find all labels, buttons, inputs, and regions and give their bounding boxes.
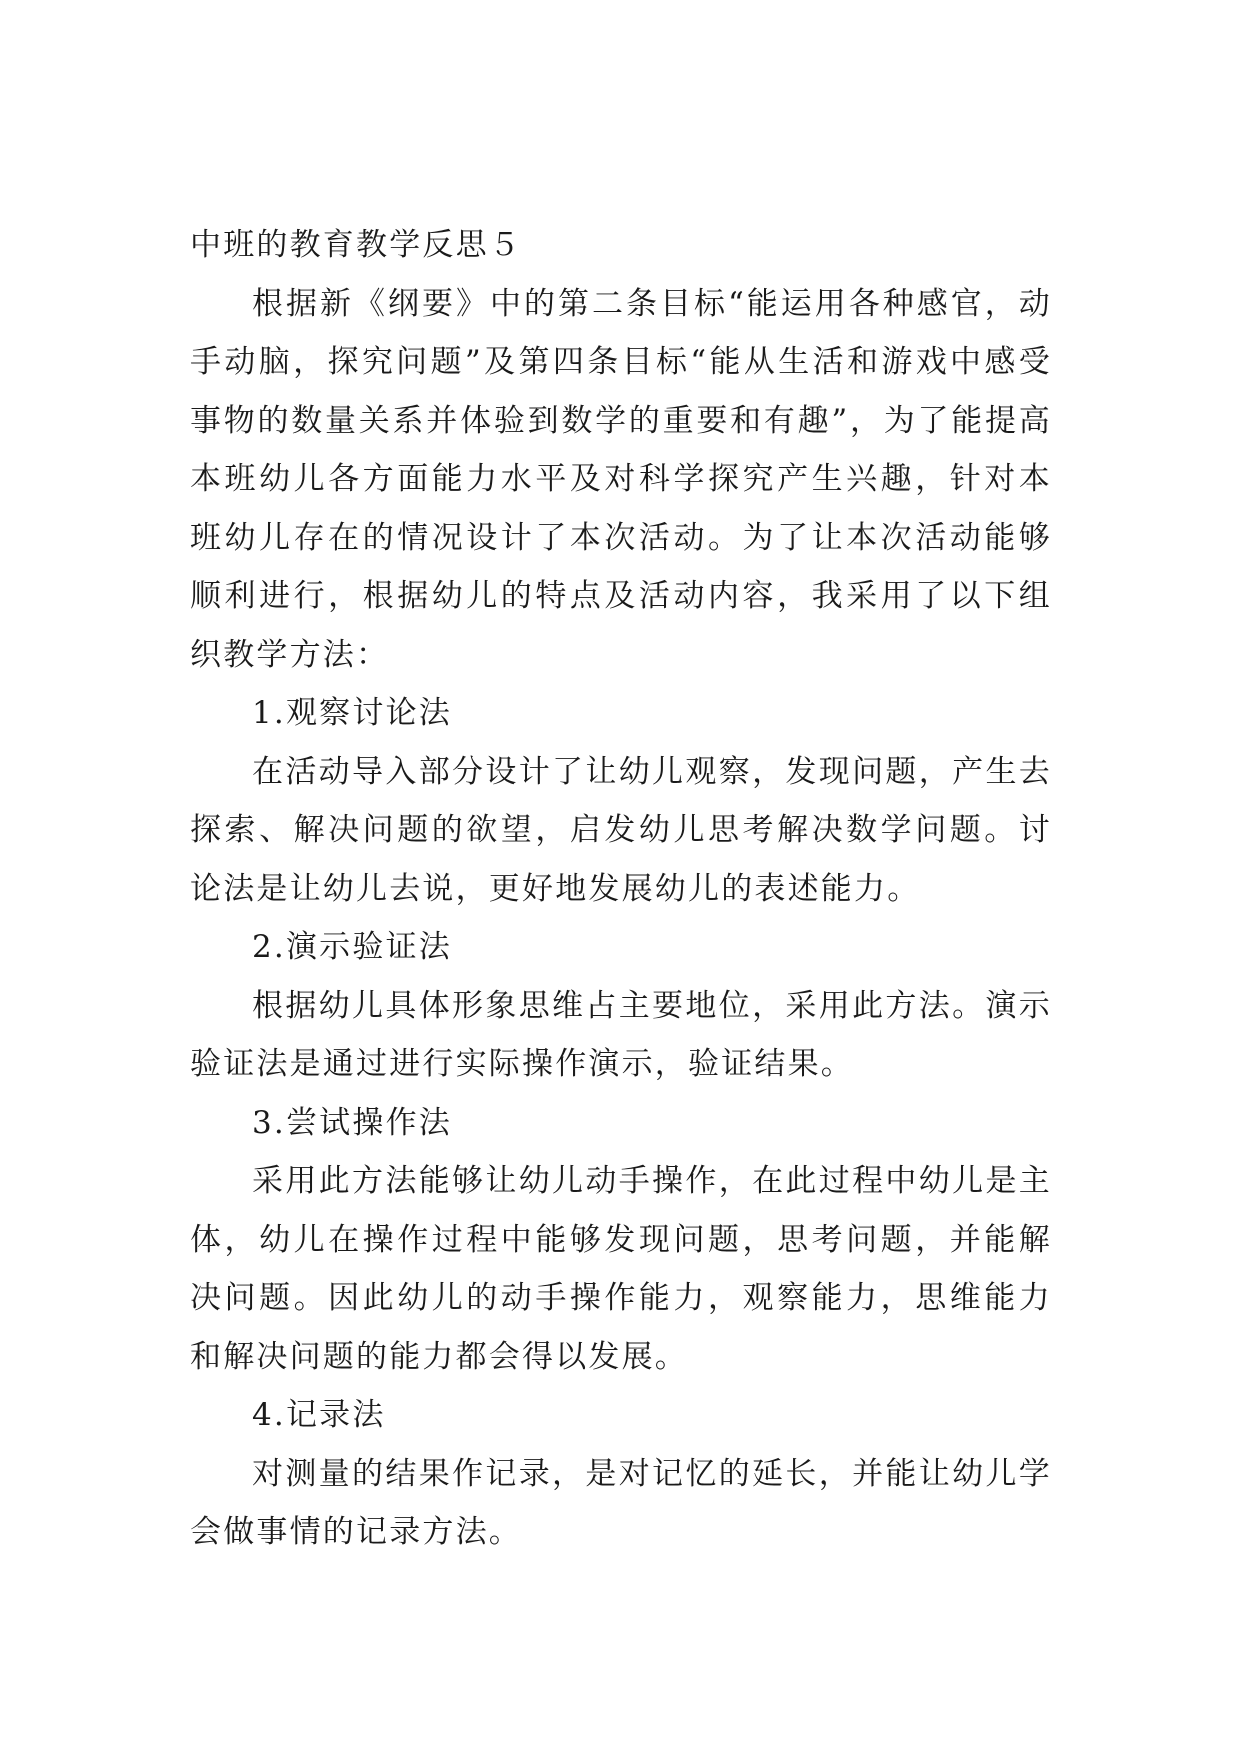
method-body-trial-operation: 采用此方法能够让幼儿动手操作，在此过程中幼儿是主体，幼儿在操作过程中能够发现问题，思考问题，并能解决问题。因此幼儿的动手操作能力，观察能力，思维能力和解决问题的能力都会得以发展。 <box>190 1163 1052 1375</box>
method-heading-trial-operation: 3.尝试操作法 <box>252 1104 452 1141</box>
document-body <box>190 216 1052 1562</box>
method-heading-observation-discussion: 1.观察讨论法 <box>252 695 452 731</box>
intro-paragraph: 根据新《纲要》中的第二条目标“能运用各种感官，动手动脑，探究问题”及第四条目标“能从生活和游戏中感受事物的数量关系并体验到数学的重要和有趣”，为了能提高本班幼儿各方面能力水平及对科学探究产生兴趣，针对本班幼儿存在的情况设计了本次活动。为了让本次活动能够顺利进行，根据幼儿的特点及活动内容，我采用了以下组织教学方法： <box>190 285 1052 673</box>
method-body-recording: 对测量的结果作记录，是对记忆的延长，并能让幼儿学会做事情的记录方法。 <box>190 1455 1052 1550</box>
method-body-demonstration-verification: 根据幼儿具体形象思维占主要地位，采用此方法。演示验证法是通过进行实际操作演示，验证结果。 <box>190 987 1052 1082</box>
method-body-observation-discussion: 在活动导入部分设计了让幼儿观察，发现问题，产生去探索、解决问题的欲望，启发幼儿思考解决数学问题。讨论法是让幼儿去说，更好地发展幼儿的表述能力。 <box>190 753 1052 907</box>
method-heading-demonstration-verification: 2.演示验证法 <box>252 929 452 965</box>
document-title: 中班的教育教学反思５ <box>190 227 522 263</box>
method-heading-recording: 4.记录法 <box>252 1397 386 1433</box>
